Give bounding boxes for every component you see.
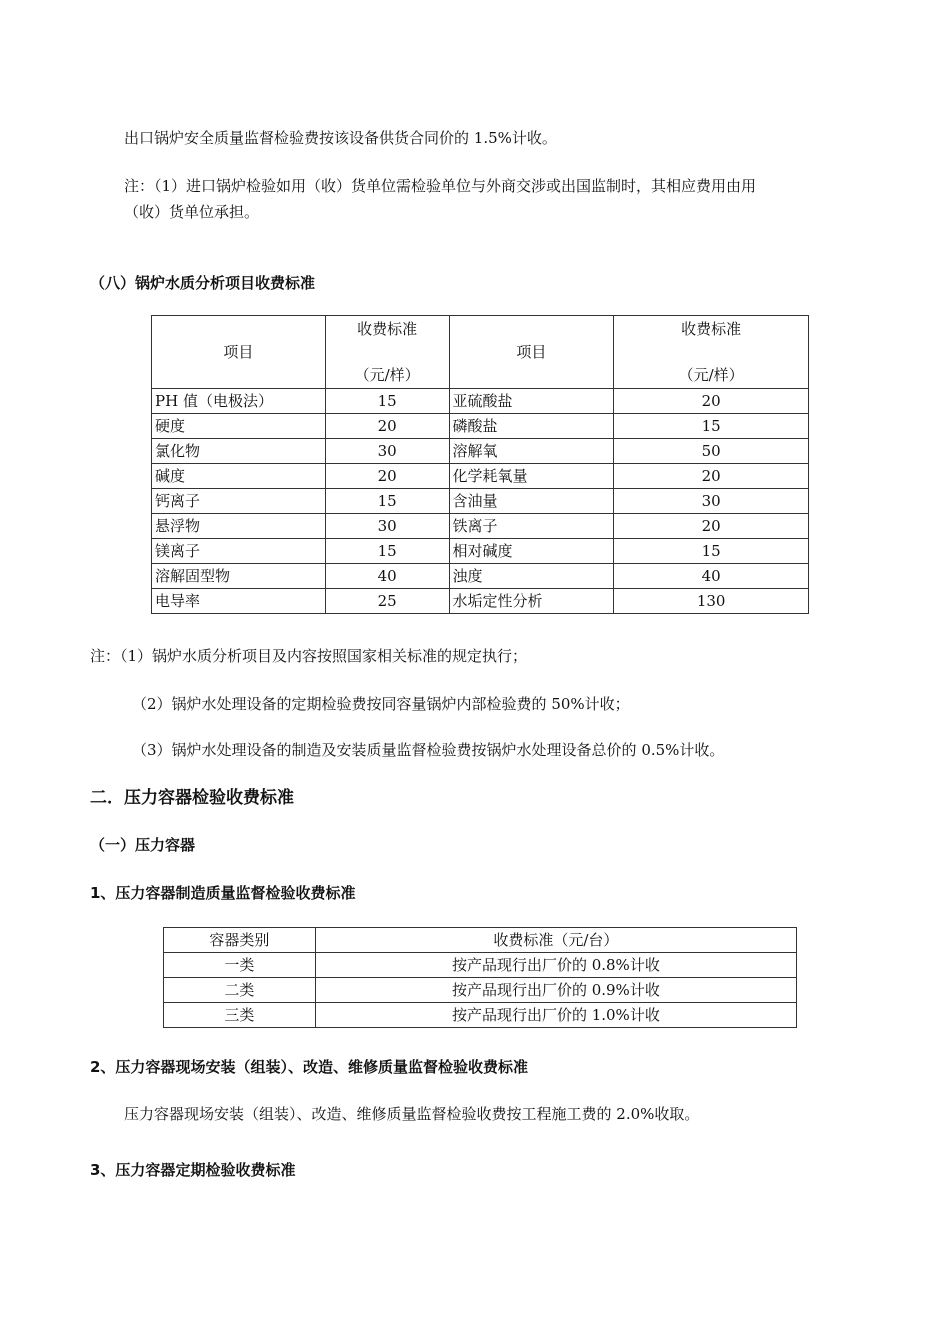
- vessel-fee-cell: 按产品现行出厂价的 0.9%计收: [315, 978, 796, 1003]
- note1-line1: 注：（1）进口锅炉检验如用（收）货单位需检验单位与外商交涉或出国监制时，其相应费用由用: [124, 177, 757, 195]
- fee-cell: 30: [325, 514, 449, 539]
- fee-cell: 20: [614, 514, 809, 539]
- table-row: [152, 439, 809, 464]
- item-cell: 氯化物: [152, 439, 326, 464]
- water-quality-table: [151, 315, 809, 614]
- fee-cell: 15: [614, 539, 809, 564]
- export-fee-paragraph: 出口锅炉安全质量监督检验费按该设备供货合同价的 1.5%计收。: [124, 129, 557, 147]
- item-cell: 磷酸盐: [449, 414, 614, 439]
- header-fee-a: [325, 316, 449, 389]
- table-row: [152, 464, 809, 489]
- header-fee-b: [614, 316, 809, 389]
- fee-cell: 30: [325, 439, 449, 464]
- item-cell: 化学耗氧量: [449, 464, 614, 489]
- fee-cell: 50: [614, 439, 809, 464]
- item3-title: 3、压力容器定期检验收费标准: [90, 1161, 296, 1179]
- fee-header-top: 收费标准: [357, 320, 418, 338]
- item-cell: 悬浮物: [152, 514, 326, 539]
- fee-cell: 15: [325, 389, 449, 414]
- vessel-fee-cell: 按产品现行出厂价的 0.8%计收: [315, 953, 796, 978]
- table-row: [164, 953, 797, 978]
- item-cell: 碱度: [152, 464, 326, 489]
- item-cell: 铁离子: [449, 514, 614, 539]
- header-vessel-type: 容器类别: [164, 928, 316, 953]
- note1-line2: （收）货单位承担。: [124, 203, 260, 221]
- table-row: [152, 489, 809, 514]
- fee-header-top: 收费标准: [681, 320, 742, 338]
- item-cell: PH 值（电极法）: [152, 389, 326, 414]
- vessel-type-cell: 三类: [164, 1003, 316, 1028]
- fee-cell: 130: [614, 589, 809, 614]
- fee-cell: 20: [614, 389, 809, 414]
- table-row: [152, 514, 809, 539]
- item-cell: 电导率: [152, 589, 326, 614]
- item-cell: 含油量: [449, 489, 614, 514]
- item-cell: 溶解固型物: [152, 564, 326, 589]
- item2-title: 2、压力容器现场安装（组装）、改造、维修质量监督检验收费标准: [90, 1058, 528, 1076]
- section8-title: （八）锅炉水质分析项目收费标准: [90, 274, 316, 292]
- table-row: [152, 414, 809, 439]
- item-cell: 浊度: [449, 564, 614, 589]
- fee-cell: 40: [614, 564, 809, 589]
- fee-cell: 20: [325, 464, 449, 489]
- vessel-fee-table: [163, 927, 797, 1028]
- fee-cell: 40: [325, 564, 449, 589]
- section2-title: 二．压力容器检验收费标准: [90, 788, 294, 808]
- item1-title: 1、压力容器制造质量监督检验收费标准: [90, 884, 356, 902]
- header-item-a: 项目: [152, 316, 326, 389]
- table-row: [152, 539, 809, 564]
- fee-cell: 20: [325, 414, 449, 439]
- header-vessel-fee: 收费标准（元/台）: [315, 928, 796, 953]
- item-cell: 钙离子: [152, 489, 326, 514]
- item-cell: 亚硫酸盐: [449, 389, 614, 414]
- subsection1-title: （一）压力容器: [90, 836, 196, 854]
- table-row: [164, 978, 797, 1003]
- table-row: [164, 1003, 797, 1028]
- vessel-table-header: [164, 928, 797, 953]
- fee-cell: 30: [614, 489, 809, 514]
- fee-header-unit: （元/样）: [678, 366, 744, 384]
- item-cell: 水垢定性分析: [449, 589, 614, 614]
- table-row: [152, 564, 809, 589]
- item-cell: 镁离子: [152, 539, 326, 564]
- fee-cell: 15: [614, 414, 809, 439]
- fee-cell: 25: [325, 589, 449, 614]
- vessel-fee-cell: 按产品现行出厂价的 1.0%计收: [315, 1003, 796, 1028]
- fee-cell: 15: [325, 539, 449, 564]
- item-cell: 溶解氧: [449, 439, 614, 464]
- note2-line2: （2）锅炉水处理设备的定期检验费按同容量锅炉内部检验费的 50%计收；: [132, 695, 630, 713]
- table-row: [152, 389, 809, 414]
- water-table-header: [152, 316, 809, 389]
- vessel-type-cell: 二类: [164, 978, 316, 1003]
- header-item-b: 项目: [449, 316, 614, 389]
- note2-line1: 注：（1）锅炉水质分析项目及内容按照国家相关标准的规定执行；: [90, 647, 528, 665]
- fee-cell: 20: [614, 464, 809, 489]
- vessel-type-cell: 一类: [164, 953, 316, 978]
- fee-header-unit: （元/样）: [354, 366, 420, 384]
- table-row: [152, 589, 809, 614]
- note2-line3: （3）锅炉水处理设备的制造及安装质量监督检验费按锅炉水处理设备总价的 0.5%计收。: [132, 741, 725, 759]
- item-cell: 硬度: [152, 414, 326, 439]
- item-cell: 相对碱度: [449, 539, 614, 564]
- item2-paragraph: 压力容器现场安装（组装）、改造、维修质量监督检验收费按工程施工费的 2.0%收取。: [124, 1105, 700, 1123]
- fee-cell: 15: [325, 489, 449, 514]
